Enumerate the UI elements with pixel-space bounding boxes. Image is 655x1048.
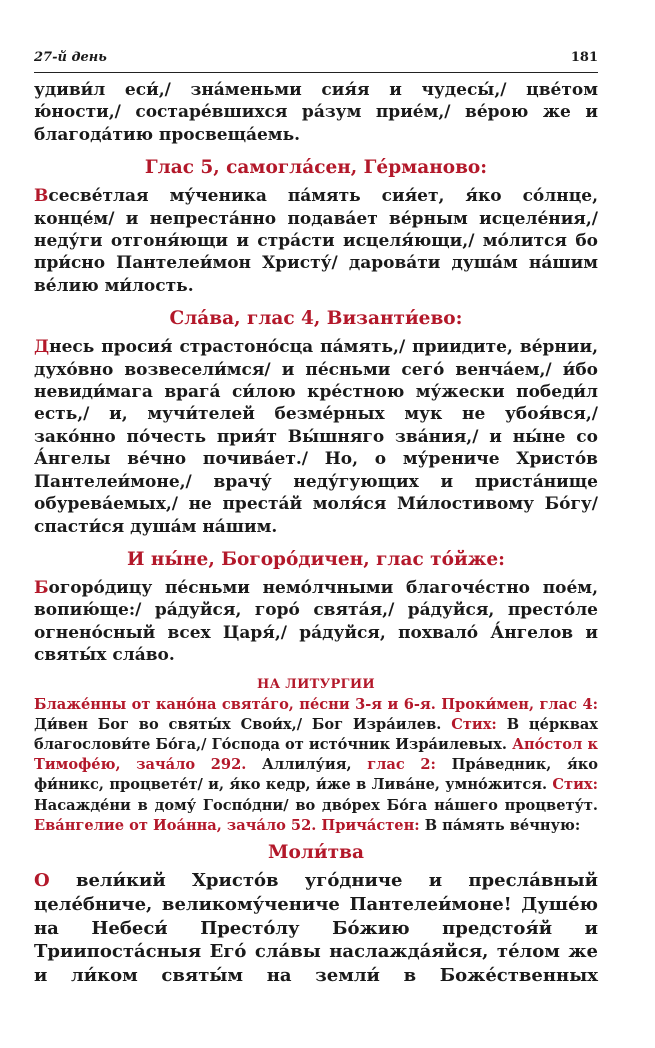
intro-paragraph: удиви́л еси́,/ зна́меньми сия́я и чудесы́,/ цве́том ю́ности,/ состаре́вшихся ра́зум прие́м,/ ве́рою же и благода́тию просвеща́емь.: [34, 80, 598, 145]
stichera-3-text: огоро́дицу пе́сньми немо́лчными благоче́стно пое́м, вопию́ще:/ ра́дуйся, горо́ свята́я,/ ра́дуйся, престо́ле огнено́сный всех Царя́,/ ра́дуйся, похвало́ А́нгелов и святы́х сла́во.: [34, 577, 598, 666]
rubric: Блаже́нны от кано́на свята́го, пе́сни 3-я и 6-я. Проки́мен, глас 4:: [34, 695, 598, 713]
stichera-3-heading: И ны́не, Богоро́дичен, глас то́йже:: [127, 548, 505, 570]
stichera-2-paragraph: [34, 336, 598, 538]
liturgy-text: В це́рквах благослови́те Бо́га,/ Го́спода от исто́чник Изра́илевых.: [34, 715, 599, 753]
drop-cap: Д: [34, 337, 50, 358]
prayer-paragraph: [34, 869, 598, 988]
running-head: [34, 50, 598, 73]
liturgy-text: Насажде́ни в дому́ Госпо́дни/ во дво́рех Бо́га на́шего процвету́т.: [34, 796, 598, 814]
stichera-2-heading: Сла́ва, глас 4, Византи́ево:: [169, 308, 463, 330]
rubric: Стих:: [552, 776, 598, 794]
stichera-1-heading: Глас 5, самогла́сен, Ге́рманово:: [144, 157, 488, 179]
liturgy-paragraph: [34, 695, 598, 836]
prayer-text: вели́кий Христо́в уго́дниче и пресла́вный целе́бниче, великому́чениче Пантелеи́моне! Душе́ю на Небеси́ Престо́лу Бо́жию предстоя́й и Триипоста́сныя Его́ сла́вы наслажда́яйся, те́лом же и ли́ком святы́м на земли́ в Боже́ственных: [34, 869, 598, 987]
rubric: глас 2:: [367, 756, 436, 774]
page-number: 181: [570, 50, 598, 65]
liturgy-label: НА ЛИТУРГИИ: [256, 676, 375, 692]
stichera-1-paragraph: [34, 185, 598, 297]
drop-cap: Б: [34, 577, 49, 598]
rubric: Ева́нгелие от Иоа́нна, зача́ло 52. Прича́стен:: [34, 816, 420, 834]
stichera-3-paragraph: [34, 577, 598, 667]
liturgy-text: В па́мять ве́чную:: [424, 816, 581, 834]
stichera-2-text: несь просия́ страстоно́сца па́мять,/ приидите, ве́рнии, духо́вно возвесели́мся/ и пе́сньми сего́ венча́ем,/ и́бо невиди́мага врага́ си́лою кре́стною му́жески победи́л есть,/ и, мучи́телей безме́рных мук не убоя́вся,/ зако́нно по́честь прия́т Вы́шняго зва́ния,/ и ны́не со А́нгелы ве́чно почива́ет./ Но, о му́рениче Христо́в Пантелеи́моне,/ врачу́ неду́гующих и приста́нище обурева́емых,/ не преста́й моля́ся Ми́лостивому Бо́гу/ спасти́ся душа́м на́шим.: [34, 337, 598, 537]
rubric: Апо́стол к Тимофе́ю, зача́ло 292.: [34, 735, 598, 774]
stichera-1-text: сесве́тлая му́ченика па́мять сия́ет, я́ко со́лнце, конце́м/ и непреста́нно подава́ет ве́рным исцеле́ния,/ неду́ги отгоня́ющи и стра́сти исцеля́ющи,/ мо́лится бо при́сно Пантелеи́мон Христу́/ дарова́ти душа́м на́шим ве́лию ми́лость.: [34, 186, 598, 296]
liturgy-text: Пра́ведник, я́ко фи́никс, процвете́т/ и, я́ко кедр, и́же в Лива́не, умно́жится.: [34, 756, 598, 794]
liturgy-text: Аллилу́ия,: [261, 756, 352, 774]
drop-cap: В: [34, 186, 49, 207]
running-head-day: 27-й день: [34, 50, 107, 65]
prayer-title: Моли́тва: [268, 841, 364, 863]
page: [34, 50, 598, 988]
rubric: Стих:: [451, 715, 497, 733]
liturgy-text: Ди́вен Бог во святы́х Свои́х,/ Бог Изра́илев.: [34, 715, 442, 733]
drop-cap: О: [34, 869, 50, 891]
